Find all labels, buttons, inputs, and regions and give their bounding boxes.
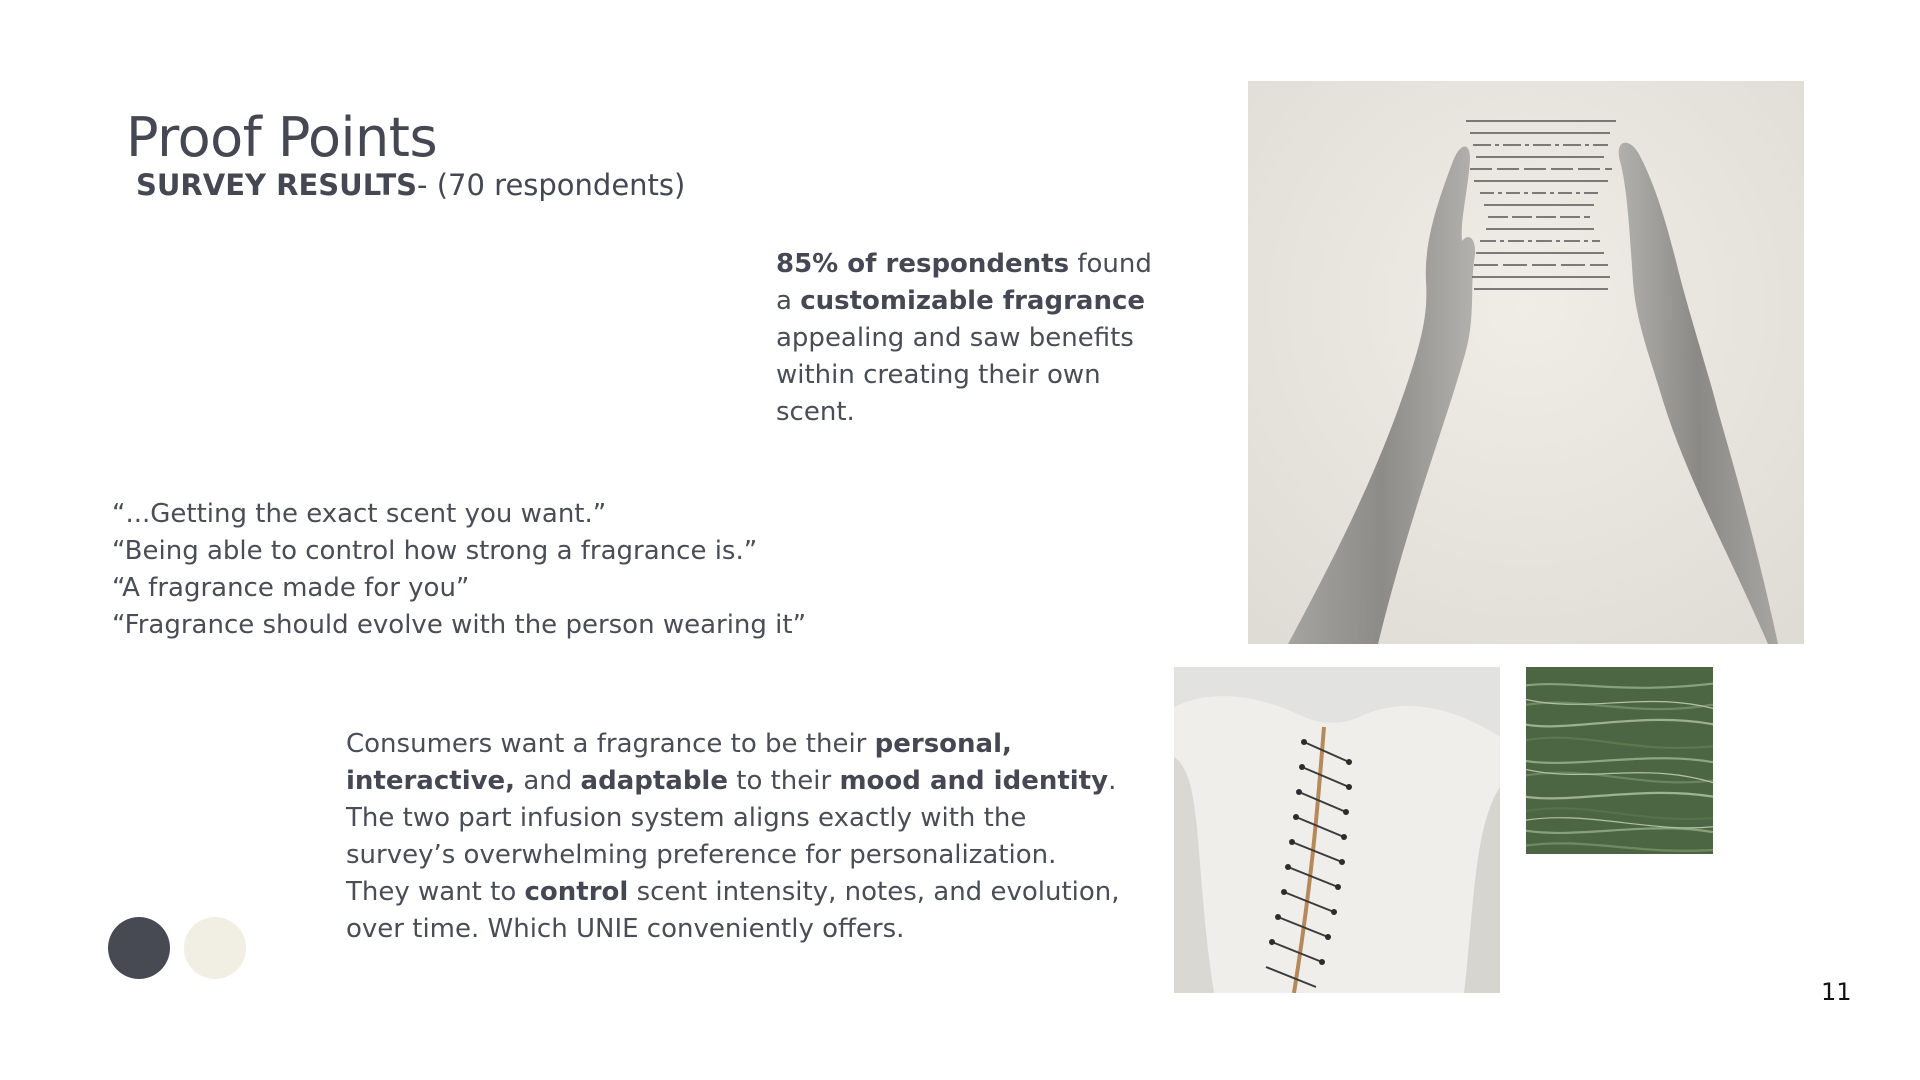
hands-illustration: [1248, 81, 1804, 644]
quote-line: “Being able to control how strong a fragrance is.”: [112, 536, 758, 566]
color-swatch-dark: [108, 917, 170, 979]
grass-photo: [1526, 667, 1713, 854]
respondent-quotes: [112, 496, 806, 644]
quote-line: “A fragrance made for you”: [112, 573, 470, 603]
summary-paragraph: Consumers want a fragrance to be their personal, interactive, and adaptable to their mood and identity. The two part infusion system aligns exactly with the survey’s overwhelming preference for personalization. They want to control scent intensity, notes, and evolution, over time. Which UNIE conveniently offers.: [346, 729, 1120, 944]
grass-illustration: [1526, 667, 1713, 854]
quote-line: “Fragrance should evolve with the person wearing it”: [112, 610, 807, 640]
color-swatch-cream: [184, 917, 246, 979]
hands-photo: [1248, 81, 1804, 644]
stat-bold-percent: 85% of respondents: [776, 249, 1070, 279]
slide-title: Proof Points: [126, 106, 438, 169]
stat-bold-customizable: customizable fragrance: [800, 286, 1145, 316]
stitched-plaster-photo: [1174, 667, 1500, 993]
page-number: 11: [1821, 978, 1852, 1006]
quote-line: “...Getting the exact scent you want.”: [112, 499, 607, 529]
survey-stat-text: 85% of respondents found a customizable fragrance appealing and saw benefits within creating their own scent.: [776, 249, 1152, 427]
subtitle-rest: - (70 respondents): [417, 168, 686, 202]
slide-subtitle: [136, 168, 685, 203]
stitched-plaster-illustration: [1174, 667, 1500, 993]
subtitle-bold: SURVEY RESULTS: [136, 168, 418, 202]
